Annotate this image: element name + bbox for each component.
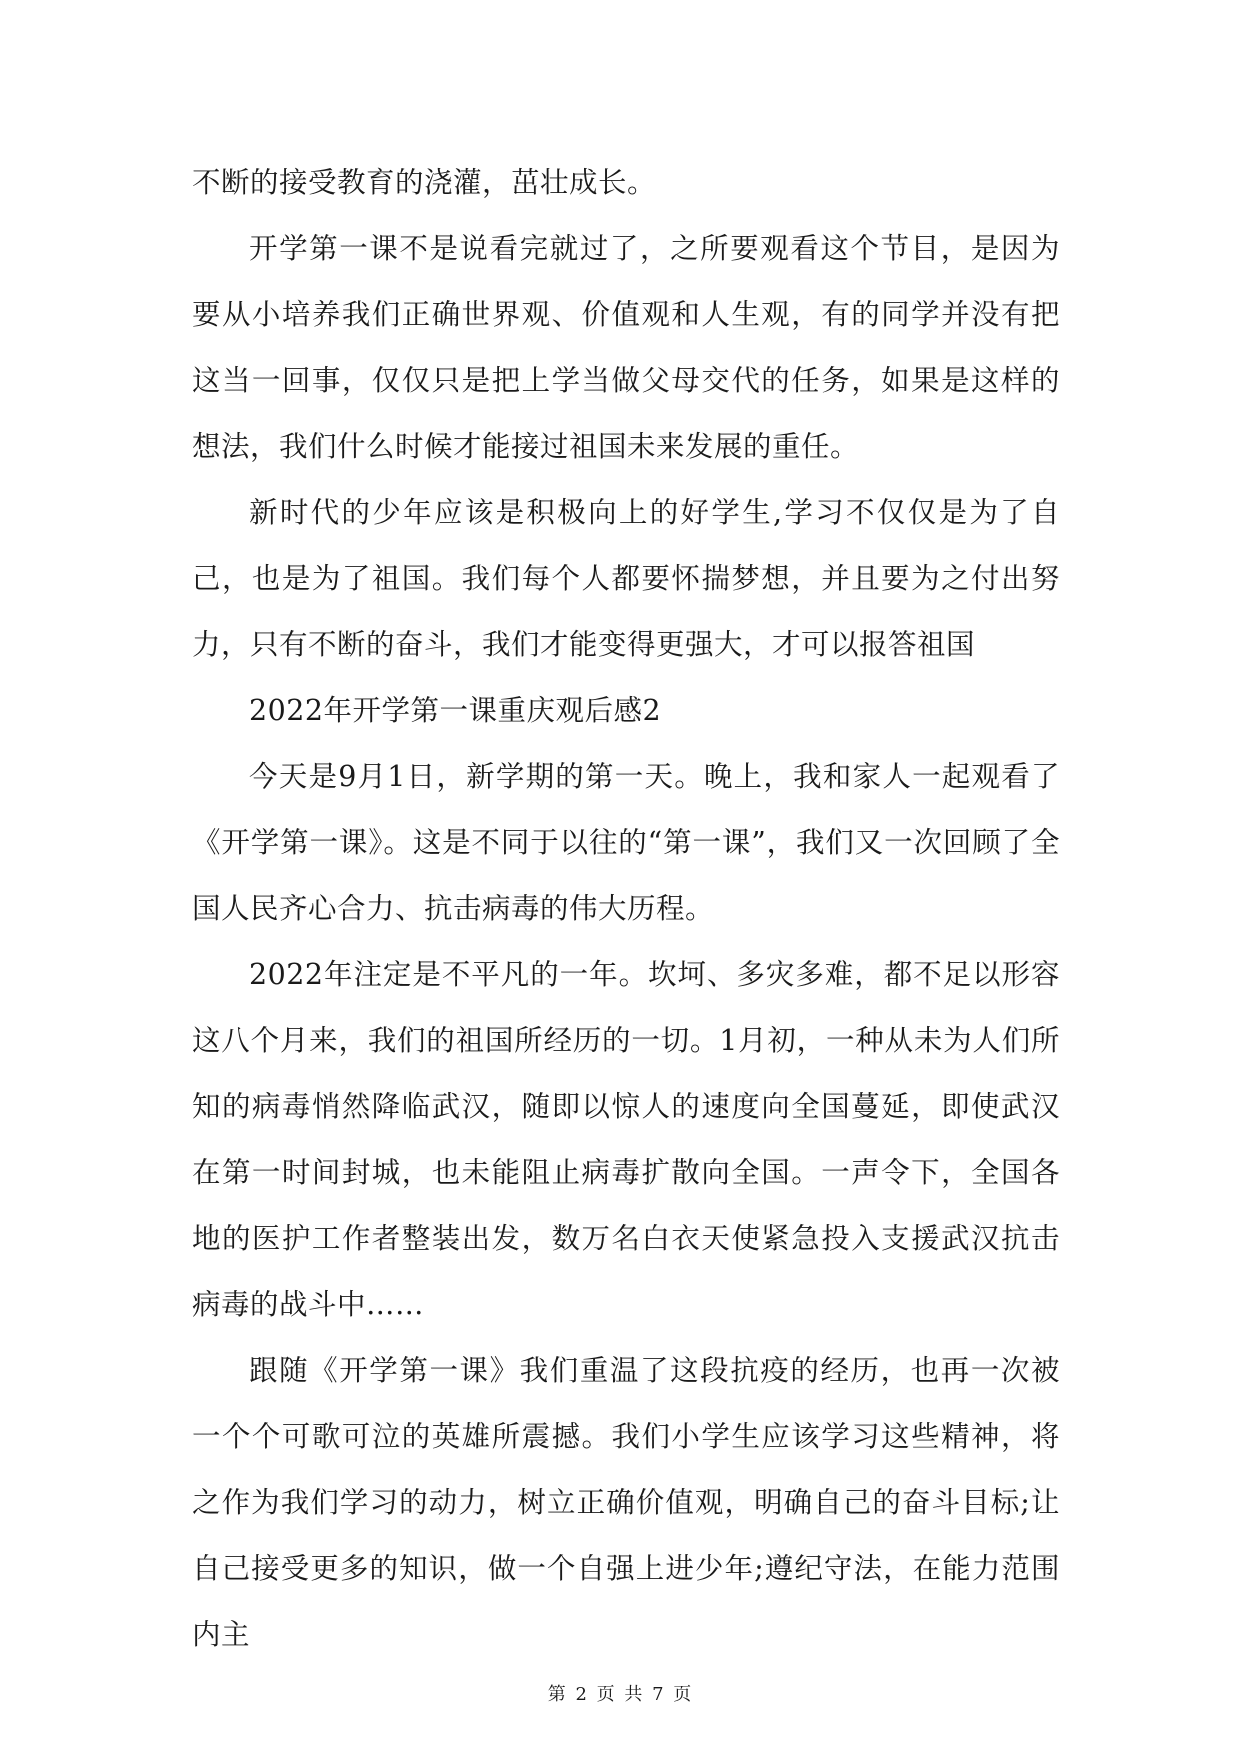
paragraph: 跟随《开学第一课》我们重温了这段抗疫的经历，也再一次被一个个可歌可泣的英雄所震撼。我们小学生应该学习这些精神，将之作为我们学习的动力，树立正确价值观，明确自己的奋斗目标;让自己接受更多的知识，做一个自强上进少年;遵纪守法，在能力范围内主 xyxy=(192,1354,1060,1651)
paragraph: 2022年注定是不平凡的一年。坎坷、多灾多难，都不足以形容这八个月来，我们的祖国所经历的一切。1月初，一种从未为人们所知的病毒悄然降临武汉，随即以惊人的速度向全国蔓延，即使武汉在第一时间封城，也未能阻止病毒扩散向全国。一声令下，全国各地的医护工作者整装出发，数万名白衣天使紧急投入支援武汉抗击病毒的战斗中…… xyxy=(192,958,1060,1321)
page-number-footer: 第 2 页 共 7 页 xyxy=(547,1684,694,1705)
paragraph: 开学第一课不是说看完就过了，之所要观看这个节目，是因为要从小培养我们正确世界观、价值观和人生观，有的同学并没有把这当一回事，仅仅只是把上学当做父母交代的任务，如果是这样的想法，我们什么时候才能接过祖国未来发展的重任。 xyxy=(192,232,1060,463)
document-body xyxy=(192,150,1060,1668)
paragraph: 新时代的少年应该是积极向上的好学生,学习不仅仅是为了自己，也是为了祖国。我们每个人都要怀揣梦想，并且要为之付出努力，只有不断的奋斗，我们才能变得更强大，才可以报答祖国 xyxy=(192,496,1060,661)
paragraph-continuation: 不断的接受教育的浇灌，茁壮成长。 xyxy=(192,166,657,199)
paragraph: 今天是9月1日，新学期的第一天。晚上，我和家人一起观看了《开学第一课》。这是不同于以往的“第一课”，我们又一次回顾了全国人民齐心合力、抗击病毒的伟大历程。 xyxy=(192,760,1060,925)
section-heading: 2022年开学第一课重庆观后感2 xyxy=(249,694,662,727)
